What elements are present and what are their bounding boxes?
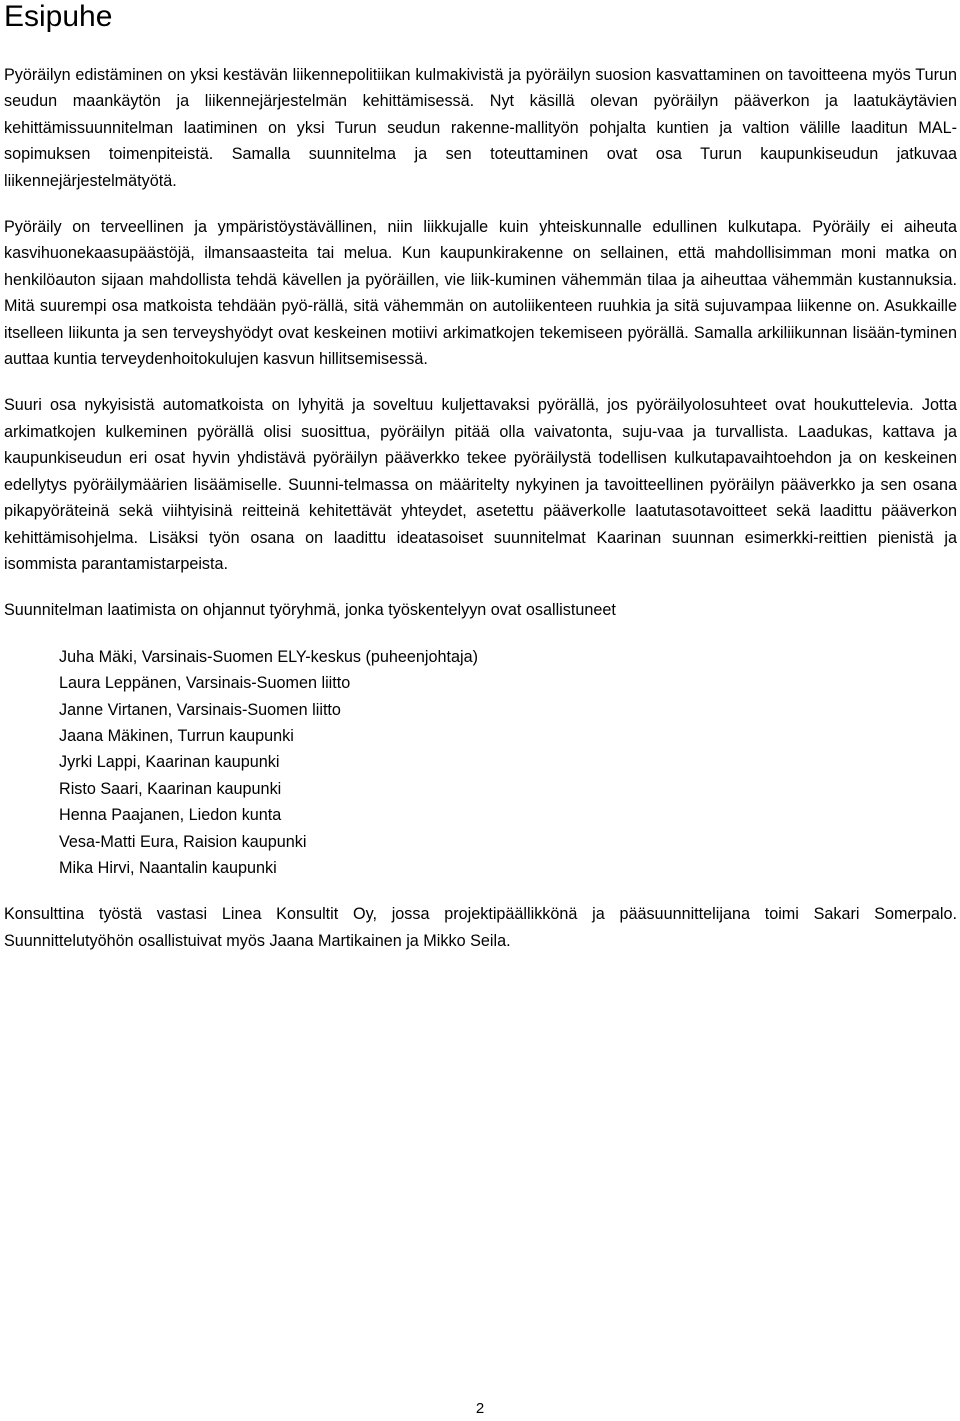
list-item: Laura Leppänen, Varsinais-Suomen liitto [59, 674, 351, 693]
list-item: Henna Paajanen, Liedon kunta [59, 806, 282, 825]
list-item: Jyrki Lappi, Kaarinan kaupunki [59, 753, 280, 772]
benefits-paragraph: Pyöräily on terveellinen ja ympäristöystävällinen, niin liikkujalle kuin yhteiskunnalle edullinen kulkutapa. Pyöräily ei aiheuta kasvihuonekaasupäästöjä, ilmansaasteita tai melua. Kun kaupunkirakenne on sellainen, että mahdollisimman moni matka on henkilöauton sijaan mahdollista tehdä kävellen ja pyöräillen, vie liik-kuminen vähemmän tilaa ja aiheuttaa vähemmän kustannuksia. Mitä suurempi osa matkoista tehdään pyö-rällä, sitä vähemmän on autoliikenteen ruuhkia ja sitä sujuvampaa liikenne on. Asukkaille itselleen liikunta ja sen terveyshyödyt ovat keskeinen motiivi arkimatkojen tekemiseen pyörällä. Samalla arkiliikunnan lisään-tyminen auttaa kuntia terveydenhoitokulujen kasvun hillitsemisessä. [4, 218, 957, 369]
consultant-paragraph: Konsulttina työstä vastasi Linea Konsultit Oy, jossa projektipäällikkönä ja pääsuunnittelijana toimi Sakari Somerpalo. Suunnittelutyöhön osallistuivat myös Jaana Martikainen ja Mikko Seila. [4, 905, 957, 950]
steering-group-list [4, 644, 957, 882]
list-item: Jaana Mäkinen, Turrun kaupunki [59, 726, 294, 745]
intro-paragraph: Pyöräilyn edistäminen on yksi kestävän liikennepolitiikan kulmakivistä ja pyöräilyn suosion kasvattaminen on tavoitteena myös Turun seudun maankäytön ja liikennejärjestelmän kehittämisessä. Nyt käsillä olevan pyöräilyn pääverkon ja laatukäytävien kehittämissuunnitelman laatiminen on yksi Turun seudun rakenne-mallityön pohjalta kuntien ja valtion välille laaditun MAL-sopimuksen toimenpiteistä. Samalla suunnitelma ja sen toteuttaminen ovat osa Turun kaupunkiseudun jatkuvaa liikennejärjestelmätyötä. [4, 66, 957, 190]
page-number: 2 [475, 1400, 485, 1417]
list-item: Mika Hirvi, Naantalin kaupunki [59, 858, 277, 877]
list-item: Vesa-Matti Eura, Raision kaupunki [59, 832, 307, 851]
steering-group-paragraph: Suunnitelman laatimista on ohjannut työryhmä, jonka työskentelyyn ovat osallistuneet [4, 601, 616, 620]
list-item: Risto Saari, Kaarinan kaupunki [59, 779, 282, 798]
list-item: Juha Mäki, Varsinais-Suomen ELY-keskus (puheenjohtaja) [59, 647, 478, 666]
page-title: Esipuhe [4, 0, 113, 33]
document-page [4, 0, 957, 954]
list-item: Janne Virtanen, Varsinais-Suomen liitto [59, 700, 341, 719]
network-paragraph: Suuri osa nykyisistä automatkoista on lyhyitä ja soveltuu kuljettavaksi pyörällä, jos pyöräilyolosuhteet ovat houkuttelevia. Jotta arkimatkojen kulkeminen pyörällä olisi suosittua, pyöräilyn pitää olla vaivatonta, suju-vaa ja turvallista. Laadukas, kattava ja kaupunkiseudun eri osat hyvin yhdistävä pyöräilyn pääverkko tekee pyöräilystä todellisen kulkutapavaihtoehdon ja on keskeinen edellytys pyöräilymäärien lisäämiselle. Suunni-telmassa on määritelty nykyinen ja tavoitteellinen pyöräilyn pääverkko ja sen osana pikapyöräteinä sekä viihtyisinä reitteinä kehitettävät yhteydet, asetettu pääverkolle laatutasotavoitteet sekä laadittu pääverkon kehittämisohjelma. Lisäksi työn osana on laadittu ideatasoiset suunnitelmat Kaarinan suunnan esimerkki-reittien pienistä ja isommista parantamistarpeista. [4, 396, 957, 573]
